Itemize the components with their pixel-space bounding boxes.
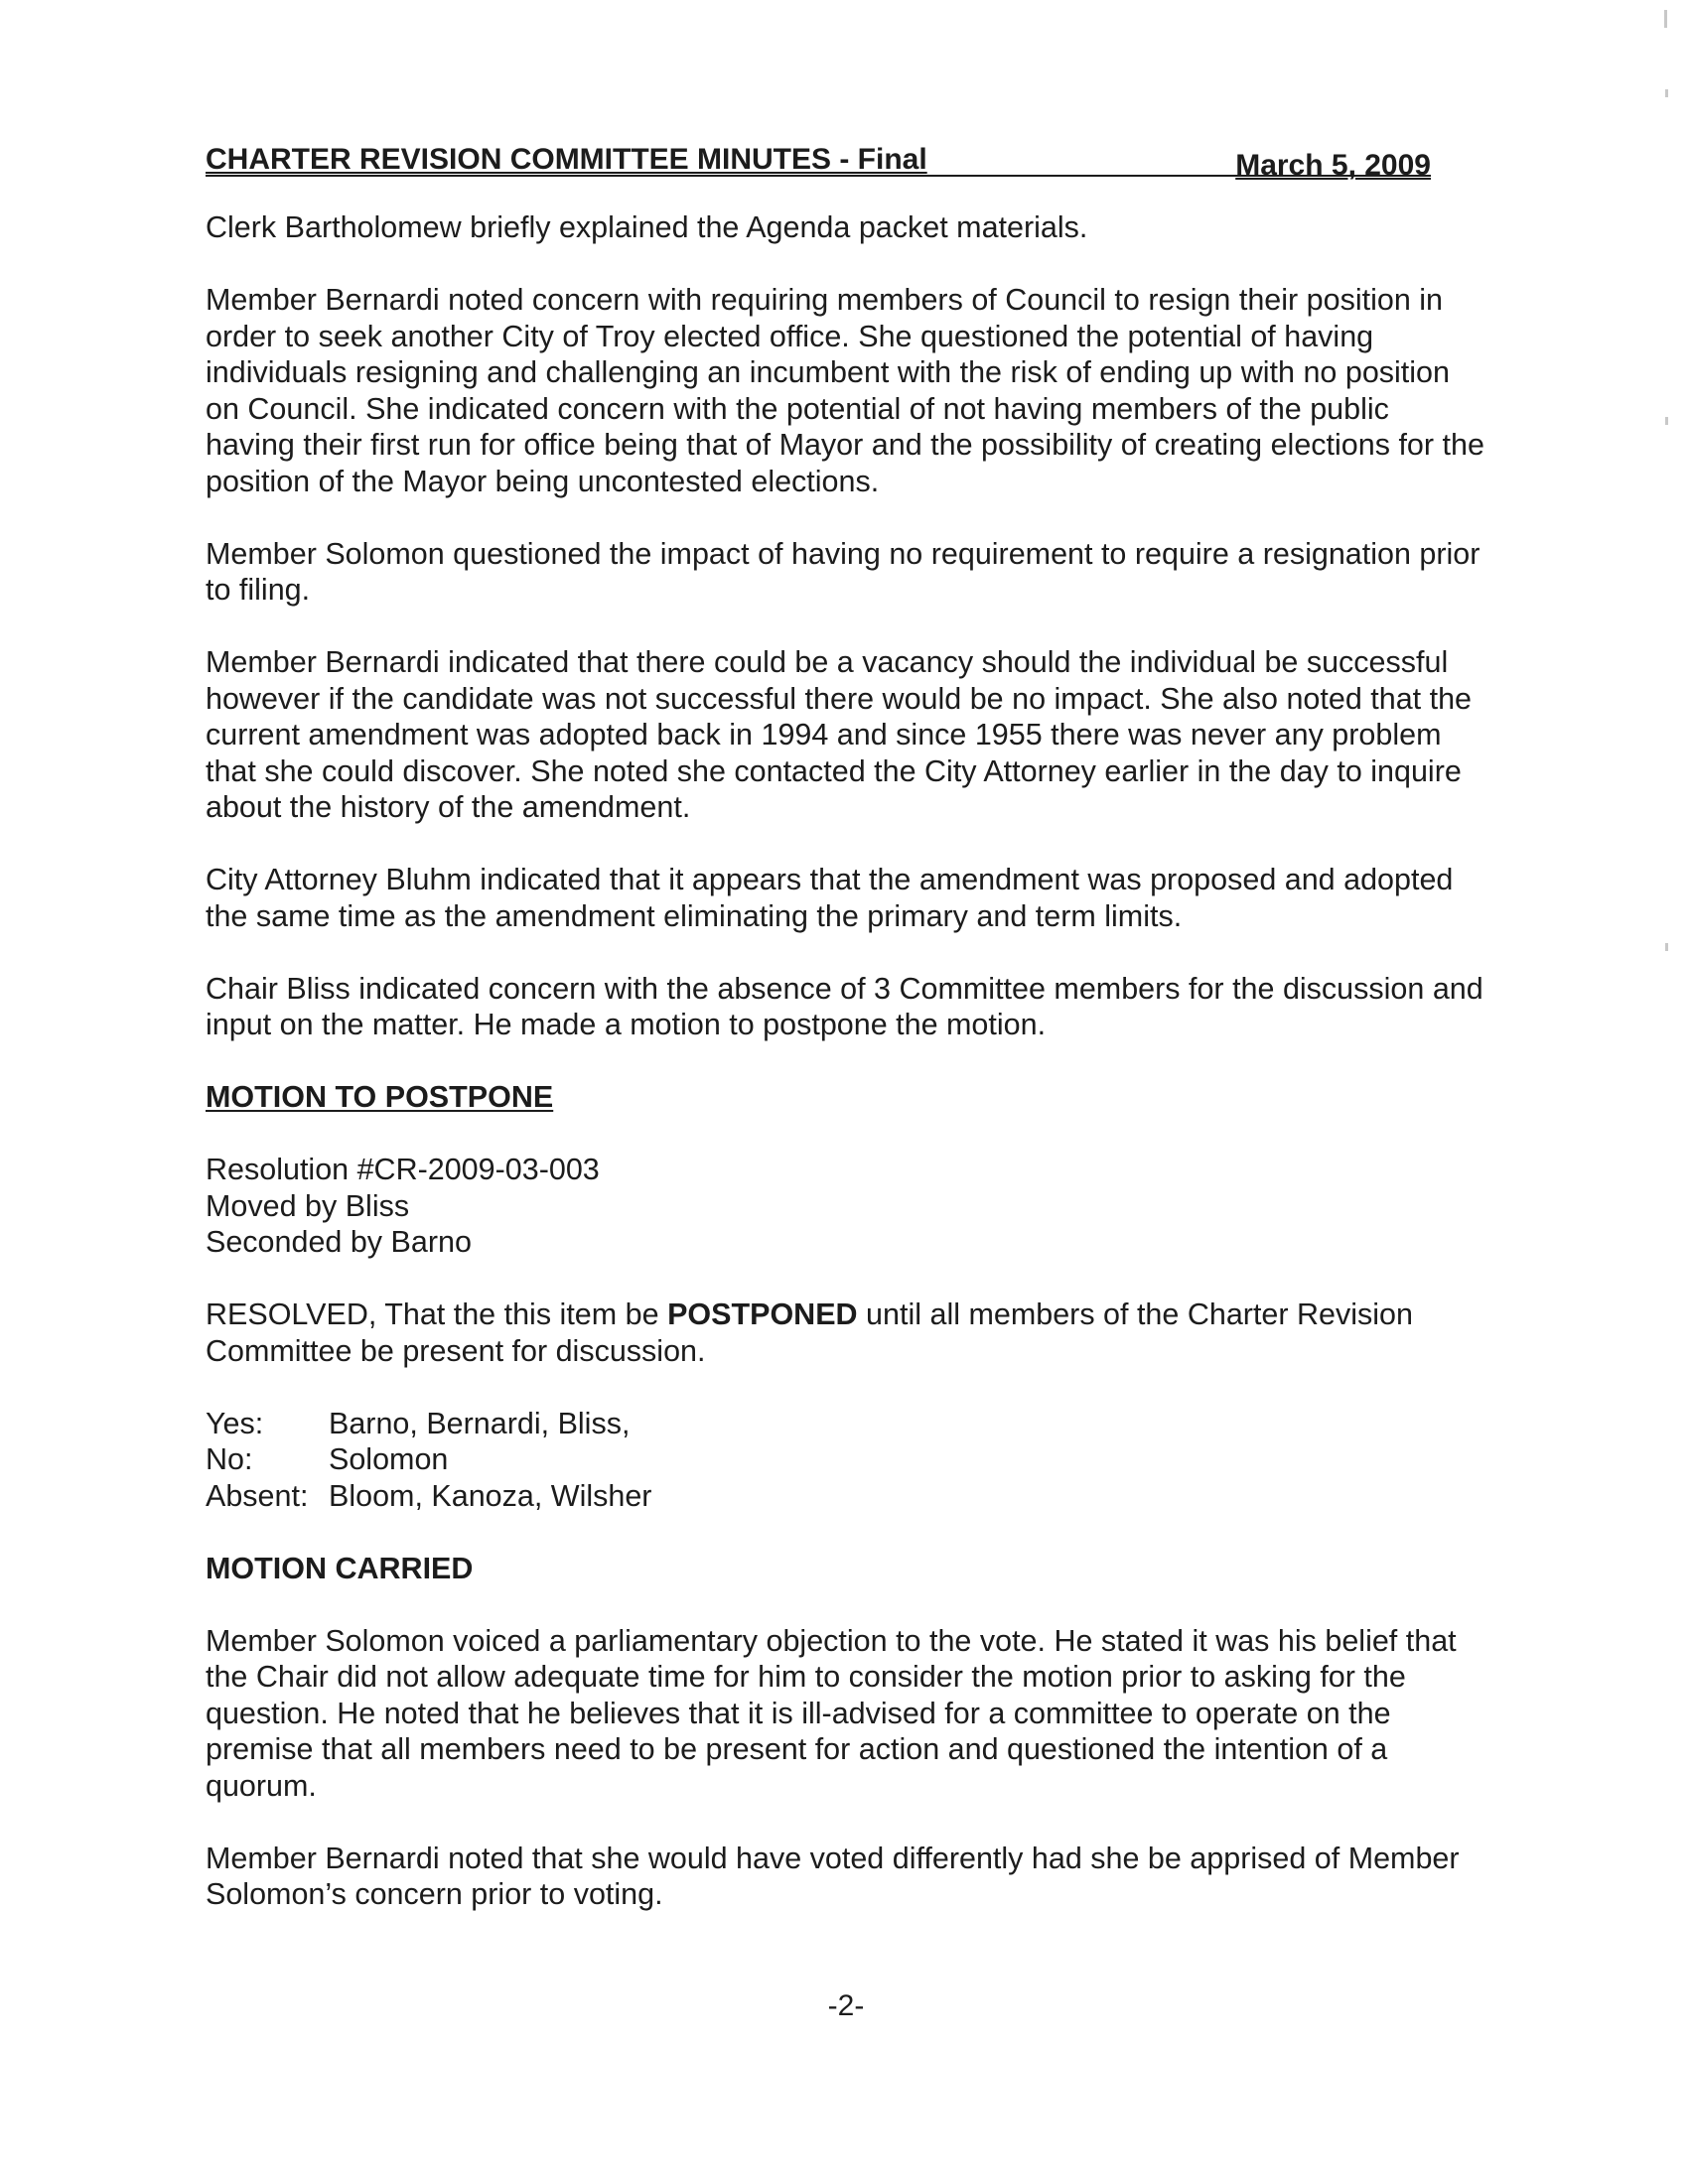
- page-number: -2-: [827, 1989, 865, 2022]
- vote-yes-value: Barno, Bernardi, Bliss,: [329, 1406, 631, 1440]
- vote-no-value: Solomon: [329, 1442, 449, 1476]
- document-date: March 5, 2009: [1235, 149, 1431, 182]
- seconded-by: Seconded by Barno: [206, 1225, 472, 1259]
- paragraph-bernardi-vote: Member Bernardi noted that she would have voted differently had she be apprised of Member Solomon’s concern prior to voting.: [206, 1841, 1460, 1911]
- scan-edge-mark: [1665, 89, 1668, 97]
- document-title: CHARTER REVISION COMMITTEE MINUTES - Final: [206, 143, 927, 176]
- paragraph-chair-bliss: Chair Bliss indicated concern with the absence of 3 Committee members for the discussion and input on the matter. He made a motion to postpone the motion.: [206, 971, 1483, 1041]
- resolved-text-start: RESOLVED, That the this item be: [206, 1297, 668, 1331]
- paragraph-attorney-bluhm: City Attorney Bluhm indicated that it appears that the amendment was proposed and adopted the same time as the amendment eliminating the primary and term limits.: [206, 863, 1454, 933]
- vote-row-absent: [206, 1478, 651, 1515]
- vote-yes-label: Yes:: [206, 1406, 264, 1440]
- paragraph-bernardi-vacancy: Member Bernardi indicated that there could be a vacancy should the individual be successful however if the candidate was not successful there would be no impact. She also noted that the current amendment was adopted back in 1994 and since 1955 there was never any problem that she could discover. She noted she contacted the City Attorney earlier in the day to inquire about the history of the amendment.: [206, 645, 1472, 824]
- vote-absent-value: Bloom, Kanoza, Wilsher: [329, 1478, 652, 1513]
- scan-edge-mark: [1665, 417, 1668, 425]
- paragraph-solomon-objection: Member Solomon voiced a parliamentary objection to the vote. He stated it was his belief that the Chair did not allow adequate time for him to consider the motion prior to asking for the question. He noted that he believes that it is ill-advised for a committee to operate on the premise that all members need to be present for action and questioned the intention of a quorum.: [206, 1623, 1457, 1803]
- motion-result: MOTION CARRIED: [206, 1551, 474, 1585]
- scan-edge-mark: [1665, 943, 1668, 951]
- motion-heading: MOTION TO POSTPONE: [206, 1080, 554, 1114]
- vote-row-yes: [206, 1406, 651, 1442]
- vote-absent-label: Absent:: [206, 1478, 309, 1513]
- resolution-block: [206, 1152, 1486, 1261]
- paragraph-solomon-question: Member Solomon questioned the impact of having no requirement to require a resignation prior to filing.: [206, 536, 1480, 607]
- moved-by: Moved by Bliss: [206, 1188, 410, 1223]
- vote-row-no: [206, 1441, 651, 1478]
- resolved-text-end: until all members of the Charter Revision Committee be present for discussion.: [206, 1297, 1413, 1368]
- resolution-number: Resolution #CR-2009-03-003: [206, 1153, 600, 1186]
- vote-no-label: No:: [206, 1442, 253, 1476]
- paragraph-bernardi-concern: Member Bernardi noted concern with requiring members of Council to resign their position in order to seek another City of Troy elected office. She questioned the potential of having individuals resigning and challenging an incumbent with the risk of ending up with no position on Council. She indicated concern with the potential of not having members of the public having their first run for office being that of Mayor and the possibility of creating elections for the position of the Mayor being uncontested elections.: [206, 283, 1484, 498]
- resolved-keyword: POSTPONED: [667, 1297, 858, 1331]
- scan-edge-mark: [1664, 10, 1667, 28]
- paragraph-clerk: Clerk Bartholomew briefly explained the Agenda packet materials.: [206, 210, 1088, 244]
- minutes-body: [206, 209, 1486, 1949]
- page-header: [206, 139, 1431, 181]
- vote-table: [206, 1406, 651, 1515]
- resolved-text: [206, 1297, 1486, 1369]
